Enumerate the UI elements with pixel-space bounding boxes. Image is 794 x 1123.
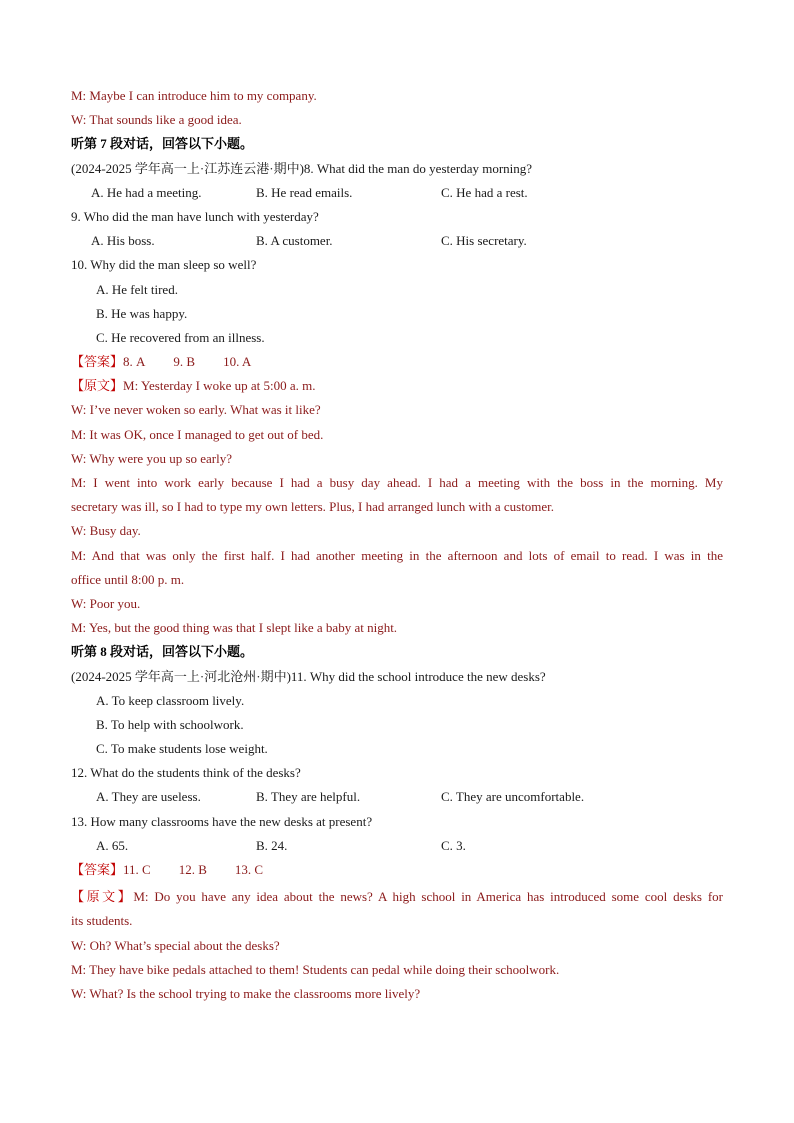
transcript-line: secretary was ill, so I had to type my own letters. Plus, I had arranged lunch with a customer. [71, 499, 555, 515]
option: C. To make students lose weight. [96, 741, 268, 757]
dialogue-line: W: That sounds like a good idea. [71, 112, 242, 128]
transcript-line: office until 8:00 p. m. [71, 571, 185, 587]
answer-tag: 【答案】 [71, 862, 124, 877]
dialogue-line: M: Maybe I can introduce him to my company. [71, 88, 317, 103]
question-13-options [71, 836, 723, 860]
option: B. He read emails. [256, 184, 353, 200]
option: B. They are helpful. [256, 789, 361, 805]
question-12: 12. What do the students think of the desks? [71, 765, 301, 781]
option: A. His boss. [91, 233, 155, 249]
section-heading: 听第 8 段对话，回答以下小题。 [71, 644, 254, 660]
transcript-text: M: Do you have any idea about the news? A high school in America has introduced some cool desks for [133, 889, 723, 905]
option: A. He had a meeting. [91, 184, 202, 200]
transcript-line: W: Poor you. [71, 595, 141, 611]
section-heading: 听第 7 段对话，回答以下小题。 [71, 136, 254, 152]
answer-tag: 【答案】 [71, 354, 124, 370]
option: A. To keep classroom lively. [96, 692, 245, 708]
transcript-line: W: Busy day. [71, 523, 141, 539]
transcript-line: W: What? Is the school trying to make the classrooms more lively? [71, 985, 421, 1001]
question-8: (2024-2025 学年高一上·江苏连云港·期中)8. What did the man do yesterday morning? [71, 160, 533, 176]
answer: 13. C [234, 862, 264, 877]
transcript-tag: 【原文】 [71, 378, 124, 394]
transcript-line [71, 376, 723, 400]
question-13: 13. How many classrooms have the new desks at present? [71, 813, 373, 829]
question-11: (2024-2025 学年高一上·河北沧州·期中)11. Why did the school introduce the new desks? [71, 668, 546, 684]
transcript-tag: 【原文】 [71, 889, 134, 905]
transcript-line: M: And that was only the first half. I had another meeting in the afternoon and lots of email to read. I was in the [71, 547, 723, 563]
transcript-line: M: They have bike pedals attached to them! Students can pedal while doing their schoolwork. [71, 961, 560, 977]
question-10: 10. Why did the man sleep so well? [71, 257, 257, 273]
option: A. They are useless. [96, 789, 201, 805]
answer: 12. B [178, 862, 207, 877]
answer: 10. A [223, 354, 252, 370]
document-page [71, 86, 723, 1008]
question-9: 9. Who did the man have lunch with yesterday? [71, 208, 319, 224]
answer: 11. C [123, 862, 151, 877]
option: B. To help with schoolwork. [96, 716, 244, 732]
transcript-line [71, 887, 723, 911]
option: C. They are uncomfortable. [441, 789, 585, 805]
transcript-line: W: I’ve never woken so early. What was it like? [71, 402, 321, 418]
transcript-line: M: It was OK, once I managed to get out of bed. [71, 426, 324, 442]
question-12-options [71, 787, 723, 811]
option: B. A customer. [256, 233, 333, 249]
option: B. 24. [256, 837, 288, 853]
option: A. He felt tired. [96, 281, 178, 297]
transcript-line: its students. [71, 913, 133, 929]
option: A. 65. [96, 837, 129, 853]
transcript-line: W: Oh? What’s special about the desks? [71, 937, 280, 953]
transcript-line: M: I went into work early because I had a busy day ahead. I had a meeting with the boss in the morning. My [71, 475, 723, 490]
option: B. He was happy. [96, 305, 188, 321]
transcript-text: M: Yesterday I woke up at 5:00 a. m. [123, 378, 316, 394]
question-9-options [71, 231, 723, 255]
answer-line [71, 860, 723, 884]
option: C. 3. [441, 837, 466, 853]
option: C. He had a rest. [441, 184, 528, 200]
option: C. He recovered from an illness. [96, 329, 265, 345]
question-8-options [71, 183, 723, 207]
answer: 9. B [173, 354, 196, 370]
answer: 8. A [123, 354, 146, 370]
transcript-line: M: Yes, but the good thing was that I slept like a baby at night. [71, 620, 398, 636]
option: C. His secretary. [441, 233, 527, 249]
answer-line [71, 352, 723, 376]
transcript-line: W: Why were you up so early? [71, 450, 233, 466]
